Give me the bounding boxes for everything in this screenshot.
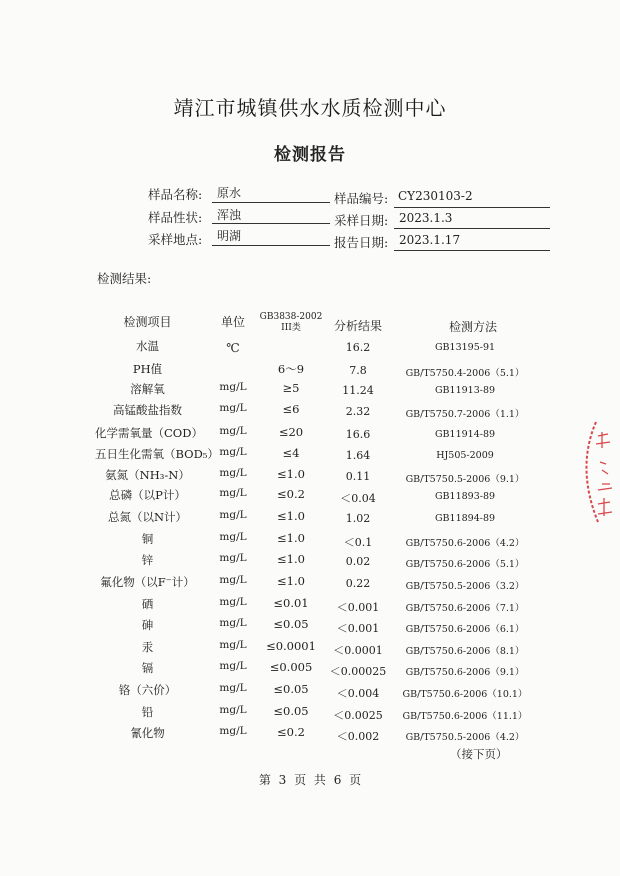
table-row xyxy=(0,639,620,659)
sample-name-underline xyxy=(212,202,330,203)
row-standard: ≤1.0 xyxy=(277,467,305,481)
table-row xyxy=(0,552,620,572)
row-item: 铅 xyxy=(141,705,154,719)
row-method: GB/T5750.6-2006（10.1） xyxy=(402,689,528,700)
row-item: 氨氮（NH₃-N） xyxy=(105,468,190,482)
row-standard: ≤0.05 xyxy=(273,682,309,696)
row-item: 氰化物 xyxy=(130,726,165,740)
row-standard: ≤1.0 xyxy=(277,552,305,566)
row-result: ＜0.001 xyxy=(336,601,380,614)
table-row xyxy=(0,467,620,487)
row-method: GB/T5750.4-2006（5.1） xyxy=(405,368,525,379)
sample-property-value: 浑浊 xyxy=(217,208,242,222)
row-item: 砷 xyxy=(141,618,154,632)
header-standard xyxy=(259,312,323,334)
table-row xyxy=(0,660,620,680)
row-result: ＜0.002 xyxy=(336,730,380,743)
row-method: GB/T5750.6-2006（9.1） xyxy=(405,667,525,678)
row-item: 镉 xyxy=(141,661,154,675)
row-item: 铬（六价） xyxy=(118,683,177,697)
report-date-underline xyxy=(394,250,550,251)
row-standard: ≤0.005 xyxy=(269,660,313,674)
row-unit: mg/L xyxy=(219,617,247,629)
row-item: 总氮（以N计） xyxy=(107,510,188,524)
row-method: GB/T5750.5-2006（3.2） xyxy=(405,581,525,592)
row-result: ＜0.1 xyxy=(343,536,373,549)
row-standard: ≤1.0 xyxy=(277,531,305,545)
row-standard: ≤0.0001 xyxy=(266,639,316,653)
row-item: PH值 xyxy=(132,362,163,376)
row-result: ＜0.004 xyxy=(336,687,380,700)
row-result: ＜0.00025 xyxy=(329,665,387,678)
row-result: 7.8 xyxy=(349,364,367,377)
row-standard: ≤1.0 xyxy=(277,509,305,523)
seal-mark-1 xyxy=(596,432,610,448)
table-row xyxy=(0,338,620,358)
page-number: 第 3 页 共 6 页 xyxy=(258,773,362,787)
row-standard: ≤4 xyxy=(282,446,300,460)
row-result: 0.22 xyxy=(345,577,371,590)
row-unit: mg/L xyxy=(219,639,247,651)
row-method: GB/T5750.6-2006（5.1） xyxy=(405,559,525,570)
row-item: 铜 xyxy=(141,532,154,546)
row-standard: ≤0.2 xyxy=(277,487,305,501)
row-unit: mg/L xyxy=(219,402,247,414)
header-item: 检测项目 xyxy=(123,315,172,329)
seal-ring xyxy=(586,422,598,522)
sampling-date-underline xyxy=(394,228,550,229)
row-standard: ≤20 xyxy=(278,425,304,439)
row-method: GB/T5750.7-2006（1.1） xyxy=(405,409,525,420)
row-unit: mg/L xyxy=(219,660,247,672)
header-method: 检测方法 xyxy=(448,320,497,334)
header-unit: 单位 xyxy=(220,315,245,329)
table-row xyxy=(0,509,620,529)
report-date-label: 报告日期: xyxy=(334,235,389,250)
row-result: ＜0.0001 xyxy=(333,644,383,657)
row-result: 1.64 xyxy=(345,449,371,462)
row-standard: ≤0.05 xyxy=(273,704,309,718)
row-method: GB/T5750.6-2006（7.1） xyxy=(405,603,525,614)
table-row xyxy=(0,381,620,401)
row-standard: ≤1.0 xyxy=(277,574,305,588)
row-item: 总磷（以P计） xyxy=(109,488,186,502)
row-unit: mg/L xyxy=(219,446,247,458)
table-row xyxy=(0,725,620,745)
sampling-location-value: 明湖 xyxy=(217,229,242,243)
row-unit: mg/L xyxy=(219,682,247,694)
row-unit: mg/L xyxy=(219,381,247,393)
row-item: 氟化物（以F⁻计） xyxy=(100,575,195,589)
organization-title: 靖江市城镇供水水质检测中心 xyxy=(173,96,447,120)
row-result: ＜0.0025 xyxy=(333,709,383,722)
row-method: GB/T5750.6-2006（11.1） xyxy=(402,711,528,722)
row-unit: mg/L xyxy=(219,531,247,543)
row-unit: mg/L xyxy=(219,704,247,716)
row-unit: mg/L xyxy=(219,509,247,521)
row-unit: mg/L xyxy=(219,725,247,737)
report-title: 检测报告 xyxy=(274,145,346,165)
header-standard-line1: GB3838-2002 xyxy=(259,312,323,322)
row-result: 1.02 xyxy=(345,512,371,525)
row-method: GB11893-89 xyxy=(434,491,496,502)
table-row xyxy=(0,446,620,466)
row-unit: ℃ xyxy=(226,341,240,355)
continued-note: （接下页） xyxy=(450,747,508,761)
row-result: 11.24 xyxy=(342,384,374,397)
table-row xyxy=(0,704,620,724)
row-method: GB/T5750.6-2006（4.2） xyxy=(405,538,525,549)
table-row xyxy=(0,531,620,551)
row-result: 2.32 xyxy=(345,405,371,418)
table-row xyxy=(0,682,620,702)
table-row xyxy=(0,574,620,594)
row-item: 硒 xyxy=(141,597,154,611)
row-standard: ≤6 xyxy=(282,402,300,416)
row-method: GB/T5750.5-2006（4.2） xyxy=(405,732,525,743)
header-result: 分析结果 xyxy=(333,319,382,333)
row-method: GB/T5750.5-2006（9.1） xyxy=(405,474,525,485)
sample-id-label: 样品编号: xyxy=(334,191,389,206)
report-date-value: 2023.1.17 xyxy=(399,233,461,247)
row-method: GB11914-89 xyxy=(434,429,496,440)
sample-name-label: 样品名称: xyxy=(148,187,203,202)
row-method: GB/T5750.6-2006（6.1） xyxy=(405,624,525,635)
row-item: 化学需氧量（COD） xyxy=(95,426,203,440)
sample-id-value: CY230103-2 xyxy=(398,189,473,203)
row-item: 溶解氧 xyxy=(130,382,165,396)
results-label: 检测结果: xyxy=(97,271,152,286)
row-item: 汞 xyxy=(141,640,154,654)
row-result: ＜0.001 xyxy=(336,622,380,635)
row-result: 0.11 xyxy=(345,470,371,483)
sample-name-value: 原水 xyxy=(217,186,242,200)
row-method: GB11894-89 xyxy=(434,513,496,524)
row-unit: mg/L xyxy=(219,467,247,479)
row-result: 0.02 xyxy=(345,555,371,568)
sampling-location-label: 采样地点: xyxy=(148,232,203,247)
row-unit: mg/L xyxy=(219,487,247,499)
sampling-date-value: 2023.1.3 xyxy=(399,211,453,225)
row-item: 五日生化需氧（BOD₅） xyxy=(95,447,219,461)
official-seal xyxy=(576,418,620,528)
row-standard: ≥5 xyxy=(282,381,300,395)
row-result: 16.6 xyxy=(345,428,371,441)
row-unit: mg/L xyxy=(219,574,247,586)
table-row xyxy=(0,617,620,637)
row-standard: 6～9 xyxy=(277,362,305,376)
table-row xyxy=(0,487,620,507)
row-item: 水温 xyxy=(136,339,159,353)
table-row xyxy=(0,402,620,422)
row-standard: ≤0.2 xyxy=(277,725,305,739)
table-row xyxy=(0,425,620,445)
seal-mark-3 xyxy=(598,484,612,490)
header-standard-line2: III类 xyxy=(281,323,301,333)
sample-property-label: 样品性状: xyxy=(148,210,203,225)
row-method: GB11913-89 xyxy=(434,385,496,396)
row-unit: mg/L xyxy=(219,596,247,608)
sampling-location-underline xyxy=(212,245,330,246)
row-unit: mg/L xyxy=(219,552,247,564)
row-standard: ≤0.01 xyxy=(273,596,309,610)
seal-mark-4 xyxy=(598,498,612,516)
row-item: 锌 xyxy=(141,553,154,567)
row-result: ＜0.04 xyxy=(340,492,376,505)
row-result: 16.2 xyxy=(345,341,371,354)
row-method: HJ505-2009 xyxy=(436,450,494,461)
table-row xyxy=(0,361,620,381)
sample-id-underline xyxy=(394,207,550,208)
sample-property-underline xyxy=(212,223,330,224)
row-unit: mg/L xyxy=(219,425,247,437)
row-method: GB/T5750.6-2006（8.1） xyxy=(405,646,525,657)
row-method: GB13195-91 xyxy=(434,342,496,353)
table-row xyxy=(0,596,620,616)
sampling-date-label: 采样日期: xyxy=(334,213,389,228)
seal-mark-2 xyxy=(600,462,608,474)
row-standard: ≤0.05 xyxy=(273,617,309,631)
row-item: 高锰酸盐指数 xyxy=(113,403,182,417)
